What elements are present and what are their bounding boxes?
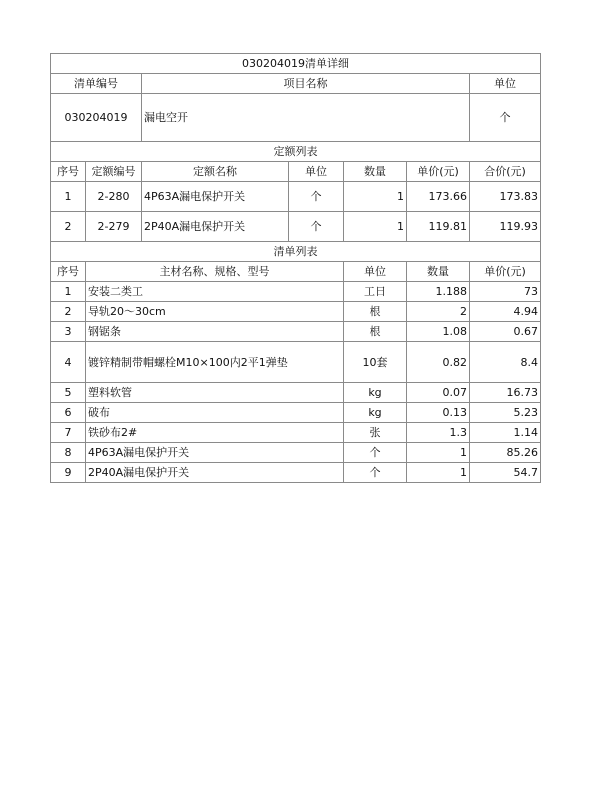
row-total: 119.93 [470, 212, 541, 242]
row-no: 8 [51, 443, 86, 463]
materials-col-price: 单价(元) [470, 262, 541, 282]
row-unit: 张 [344, 423, 407, 443]
table-row [51, 423, 541, 443]
materials-section-title: 清单列表 [51, 242, 541, 262]
quota-col-name: 定额名称 [142, 162, 289, 182]
item-unit: 个 [470, 94, 541, 142]
row-name: 破布 [86, 403, 344, 423]
table-row [51, 342, 541, 383]
row-qty: 1.08 [407, 322, 470, 342]
quota-col-unit: 单位 [289, 162, 344, 182]
row-no: 4 [51, 342, 86, 383]
quota-section-title: 定额列表 [51, 142, 541, 162]
row-unit: kg [344, 383, 407, 403]
materials-col-no: 序号 [51, 262, 86, 282]
row-name: 4P63A漏电保护开关 [142, 182, 289, 212]
row-name: 4P63A漏电保护开关 [86, 443, 344, 463]
row-price: 8.4 [470, 342, 541, 383]
row-no: 2 [51, 302, 86, 322]
table-row [51, 212, 541, 242]
row-qty: 2 [407, 302, 470, 322]
table-row [51, 322, 541, 342]
row-unit: 个 [289, 212, 344, 242]
quota-col-price: 单价(元) [407, 162, 470, 182]
row-code: 2-280 [86, 182, 142, 212]
row-unit: 个 [344, 463, 407, 483]
row-no: 3 [51, 322, 86, 342]
row-code: 2-279 [86, 212, 142, 242]
row-name: 铁砂布2# [86, 423, 344, 443]
materials-header-row [51, 262, 541, 282]
item-name: 漏电空开 [142, 94, 470, 142]
row-name: 塑料软管 [86, 383, 344, 403]
row-price: 85.26 [470, 443, 541, 463]
row-no: 1 [51, 182, 86, 212]
row-unit: 10套 [344, 342, 407, 383]
row-price: 16.73 [470, 383, 541, 403]
table-row [51, 282, 541, 302]
row-qty: 0.07 [407, 383, 470, 403]
row-name: 导轨20～30cm [86, 302, 344, 322]
row-unit: 工日 [344, 282, 407, 302]
quota-col-no: 序号 [51, 162, 86, 182]
row-qty: 1 [344, 212, 407, 242]
row-price: 54.7 [470, 463, 541, 483]
row-no: 5 [51, 383, 86, 403]
row-price: 119.81 [407, 212, 470, 242]
quota-col-code: 定额编号 [86, 162, 142, 182]
table-row [51, 443, 541, 463]
materials-col-qty: 数量 [407, 262, 470, 282]
table-row [51, 403, 541, 423]
quota-col-total: 合价(元) [470, 162, 541, 182]
sheet-title: 030204019清单详细 [51, 54, 541, 74]
row-name: 钢锯条 [86, 322, 344, 342]
unit-header: 单位 [470, 74, 541, 94]
table-row [51, 182, 541, 212]
name-header: 项目名称 [142, 74, 470, 94]
row-unit: 个 [344, 443, 407, 463]
row-price: 173.66 [407, 182, 470, 212]
row-no: 6 [51, 403, 86, 423]
row-no: 2 [51, 212, 86, 242]
materials-col-unit: 单位 [344, 262, 407, 282]
row-total: 173.83 [470, 182, 541, 212]
row-qty: 1 [344, 182, 407, 212]
row-price: 73 [470, 282, 541, 302]
code-header: 清单编号 [51, 74, 142, 94]
row-unit: 根 [344, 322, 407, 342]
row-no: 9 [51, 463, 86, 483]
quota-header-row [51, 162, 541, 182]
row-unit: kg [344, 403, 407, 423]
bill-detail-table [50, 53, 541, 483]
row-qty: 0.13 [407, 403, 470, 423]
row-price: 5.23 [470, 403, 541, 423]
quota-col-qty: 数量 [344, 162, 407, 182]
row-qty: 1.3 [407, 423, 470, 443]
item-code: 030204019 [51, 94, 142, 142]
row-price: 1.14 [470, 423, 541, 443]
table-row [51, 463, 541, 483]
row-no: 1 [51, 282, 86, 302]
row-unit: 个 [289, 182, 344, 212]
materials-col-name: 主材名称、规格、型号 [86, 262, 344, 282]
row-qty: 0.82 [407, 342, 470, 383]
row-name: 安装二类工 [86, 282, 344, 302]
row-name: 2P40A漏电保护开关 [142, 212, 289, 242]
row-qty: 1 [407, 443, 470, 463]
table-row [51, 302, 541, 322]
row-no: 7 [51, 423, 86, 443]
row-qty: 1.188 [407, 282, 470, 302]
row-price: 0.67 [470, 322, 541, 342]
row-name: 2P40A漏电保护开关 [86, 463, 344, 483]
row-qty: 1 [407, 463, 470, 483]
row-name: 镀锌精制带帽螺栓M10×100内2平1弹垫 [86, 342, 344, 383]
row-price: 4.94 [470, 302, 541, 322]
table-row [51, 383, 541, 403]
row-unit: 根 [344, 302, 407, 322]
